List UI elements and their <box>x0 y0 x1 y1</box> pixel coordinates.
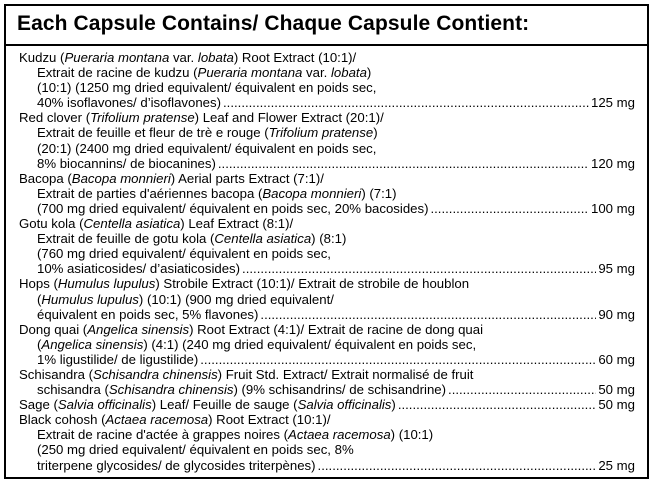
text-run: var. <box>169 50 198 65</box>
latin-name: Bacopa monnieri <box>262 185 362 201</box>
text-run: Red clover ( <box>19 110 91 126</box>
text-run: Sage ( <box>19 397 58 413</box>
ingredient-line <box>19 458 635 473</box>
ingredient-text <box>19 276 469 291</box>
ingredient-line <box>19 307 635 322</box>
text-run: var. <box>302 65 331 81</box>
ingredient-text <box>37 246 331 261</box>
text-run: Bacopa ( <box>19 170 72 186</box>
ingredient-text <box>37 186 397 201</box>
ingredient-entry <box>19 276 635 321</box>
latin-name: Pueraria montana <box>64 50 170 65</box>
text-run: ) <box>373 125 378 141</box>
text-run: 8% biocannins/ de biocanines) <box>37 155 216 171</box>
text-run: ) Fruit Std. Extract/ Extrait normalisé de fruit <box>217 366 474 382</box>
ingredient-line <box>19 110 635 125</box>
ingredient-text <box>37 442 354 457</box>
ingredient-text <box>19 216 293 231</box>
ingredient-line <box>19 427 635 442</box>
latin-name: lobata <box>330 65 367 81</box>
dot-leader <box>200 352 596 367</box>
text-run: ) (10:1) (900 mg dried equivalent/ <box>138 291 334 307</box>
ingredient-line <box>19 276 635 291</box>
text-run: ) Leaf and Flower Extract (20:1)/ <box>194 110 384 126</box>
text-run: (250 mg dried equivalent/ équivalent en poids sec, 8% <box>37 442 354 458</box>
ingredient-amount: 125 mg <box>591 95 635 111</box>
text-run: ( <box>37 336 42 352</box>
latin-name: Schisandra chinensis <box>108 382 234 398</box>
text-run: Dong quai ( <box>19 321 88 337</box>
latin-name: Bacopa monnieri <box>71 170 171 186</box>
latin-name: Actaea racemosa <box>288 427 391 443</box>
latin-name: lobata <box>197 50 234 65</box>
text-run: (700 mg dried equivalent/ équivalent en poids sec, 20% bacosides) <box>37 200 429 216</box>
ingredient-text <box>37 307 258 322</box>
latin-name: Salvia officinalis <box>297 397 392 413</box>
ingredient-text <box>19 50 356 65</box>
latin-name: Salvia officinalis <box>57 397 152 413</box>
text-run: schisandra ( <box>37 382 109 398</box>
ingredient-line <box>19 352 635 367</box>
text-run: ) Leaf Extract (8:1)/ <box>180 216 294 232</box>
text-run: ) <box>366 65 372 81</box>
text-run: Black cohosh ( <box>19 412 106 428</box>
text-run: 40% isoflavones/ d’isoflavones) <box>37 95 221 111</box>
ingredient-line <box>19 442 635 457</box>
ingredient-text <box>37 458 316 473</box>
text-run: ) Leaf/ Feuille de sauge ( <box>151 397 298 413</box>
ingredient-text <box>37 292 334 307</box>
ingredient-line <box>19 231 635 246</box>
ingredient-amount: 50 mg <box>598 382 635 398</box>
text-run: (760 mg dried equivalent/ équivalent en poids sec, <box>37 246 331 262</box>
ingredient-text <box>37 261 240 276</box>
text-run: ) Root Extract (4:1)/ Extrait de racine de dong quai <box>189 321 484 337</box>
ingredient-text <box>37 65 371 80</box>
ingredient-amount: 90 mg <box>598 306 635 322</box>
text-run: (20:1) (2400 mg dried equivalent/ équivalent en poids sec, <box>37 140 377 156</box>
text-run: 10% asiaticosides/ d’asiaticosides) <box>37 261 241 277</box>
dot-leader <box>448 382 596 397</box>
text-run: Extrait de feuille et fleur de trè e rouge ( <box>37 125 269 141</box>
text-run: ) Root Extract (10:1)/ <box>208 412 331 428</box>
text-run: ) <box>391 397 396 413</box>
ingredient-text <box>37 352 198 367</box>
ingredient-text <box>19 322 483 337</box>
latin-name: Angelica sinensis <box>41 336 144 352</box>
ingredient-line <box>19 156 635 171</box>
ingredient-entry <box>19 367 635 397</box>
ingredient-text <box>37 337 476 352</box>
panel-heading: Each Capsule Contains/ Chaque Capsule Contient: <box>6 6 647 46</box>
text-run: triterpene glycosides/ de glycosides triterpènes) <box>37 457 316 473</box>
ingredient-text <box>37 95 221 110</box>
ingredient-line <box>19 246 635 261</box>
text-run: Extrait de racine de kudzu ( <box>37 65 198 81</box>
ingredient-line <box>19 50 635 65</box>
text-run: 1% ligustilide/ de ligustilide) <box>37 351 199 367</box>
text-run: Extrait de parties d'aériennes bacopa ( <box>37 185 263 201</box>
text-run: ) Strobile Extract (10:1)/ Extrait de strobile de houblon <box>155 276 470 292</box>
ingredient-amount: 120 mg <box>591 155 635 171</box>
ingredient-line <box>19 337 635 352</box>
ingredient-line <box>19 367 635 382</box>
ingredient-text <box>37 125 378 140</box>
ingredient-entry <box>19 412 635 472</box>
ingredient-line <box>19 171 635 186</box>
text-run: ( <box>37 291 42 307</box>
latin-name: Centella asiatica <box>83 216 181 232</box>
ingredient-text <box>19 367 473 382</box>
text-run: équivalent en poids sec, 5% flavones) <box>37 306 259 322</box>
ingredient-entry <box>19 322 635 367</box>
ingredient-line <box>19 186 635 201</box>
text-run: Gotu kola ( <box>19 216 84 232</box>
text-run: ) (8:1) <box>311 231 347 247</box>
ingredient-line <box>19 125 635 140</box>
latin-name: Pueraria montana <box>197 65 303 81</box>
ingredient-text <box>37 141 376 156</box>
ingredient-entry <box>19 110 635 170</box>
ingredient-entry <box>19 216 635 276</box>
ingredient-list <box>19 50 635 473</box>
ingredient-amount: 25 mg <box>598 457 635 473</box>
latin-name: Trifolium pratense <box>90 110 195 126</box>
latin-name: Trifolium pratense <box>268 125 374 141</box>
latin-name: Actaea racemosa <box>105 412 209 428</box>
dot-leader <box>242 261 596 276</box>
ingredient-line <box>19 412 635 427</box>
ingredient-text <box>19 110 384 125</box>
ingredient-line <box>19 322 635 337</box>
text-run: ) Root Extract (10:1)/ <box>233 50 357 65</box>
ingredient-entry <box>19 50 635 110</box>
text-run: Extrait de feuille de gotu kola ( <box>37 231 215 247</box>
dot-leader <box>430 201 589 216</box>
ingredient-text <box>37 427 433 442</box>
ingredient-text <box>37 201 428 216</box>
dot-leader <box>218 156 589 171</box>
text-run: Hops ( <box>19 276 58 292</box>
ingredient-line <box>19 397 635 412</box>
ingredient-amount: 60 mg <box>598 351 635 367</box>
latin-name: Humulus lupulus <box>41 291 139 307</box>
text-run: ) (10:1) <box>390 427 434 443</box>
ingredient-entry <box>19 171 635 216</box>
ingredient-line <box>19 261 635 276</box>
ingredient-line <box>19 141 635 156</box>
dot-leader <box>260 307 596 322</box>
ingredient-line <box>19 95 635 110</box>
latin-name: Schisandra chinensis <box>93 366 218 382</box>
ingredient-entry <box>19 397 635 412</box>
ingredient-text <box>37 382 446 397</box>
text-run: ) (4:1) (240 mg dried equivalent/ équivalent en poids sec, <box>143 336 477 352</box>
text-run: Schisandra ( <box>19 366 94 382</box>
dot-leader <box>398 397 597 412</box>
text-run: ) Aerial parts Extract (7:1)/ <box>170 170 324 186</box>
ingredient-text <box>19 397 396 412</box>
text-run: Kudzu ( <box>19 50 65 65</box>
ingredient-text <box>37 156 216 171</box>
latin-name: Centella asiatica <box>214 231 312 247</box>
dot-leader <box>318 458 597 473</box>
ingredient-line <box>19 80 635 95</box>
latin-name: Humulus lupulus <box>57 276 156 292</box>
ingredient-amount: 95 mg <box>598 261 635 277</box>
ingredient-amount: 50 mg <box>598 397 635 413</box>
supplement-facts-panel <box>4 4 649 479</box>
latin-name: Angelica sinensis <box>87 321 190 337</box>
ingredient-text <box>19 412 331 427</box>
dot-leader <box>223 95 589 110</box>
text-run: ) (9% schisandrins/ de schisandrine) <box>233 382 447 398</box>
ingredient-text <box>37 80 376 95</box>
text-run: ) (7:1) <box>361 185 397 201</box>
ingredient-amount: 100 mg <box>591 200 635 216</box>
ingredient-line <box>19 292 635 307</box>
ingredient-line <box>19 216 635 231</box>
text-run: (10:1) (1250 mg dried equivalent/ équivalent en poids sec, <box>37 80 377 96</box>
ingredient-line <box>19 201 635 216</box>
ingredient-text <box>37 231 346 246</box>
ingredient-text <box>19 171 324 186</box>
ingredient-line <box>19 65 635 80</box>
ingredient-line <box>19 382 635 397</box>
text-run: Extrait de racine d'actée à grappes noires ( <box>37 427 289 443</box>
